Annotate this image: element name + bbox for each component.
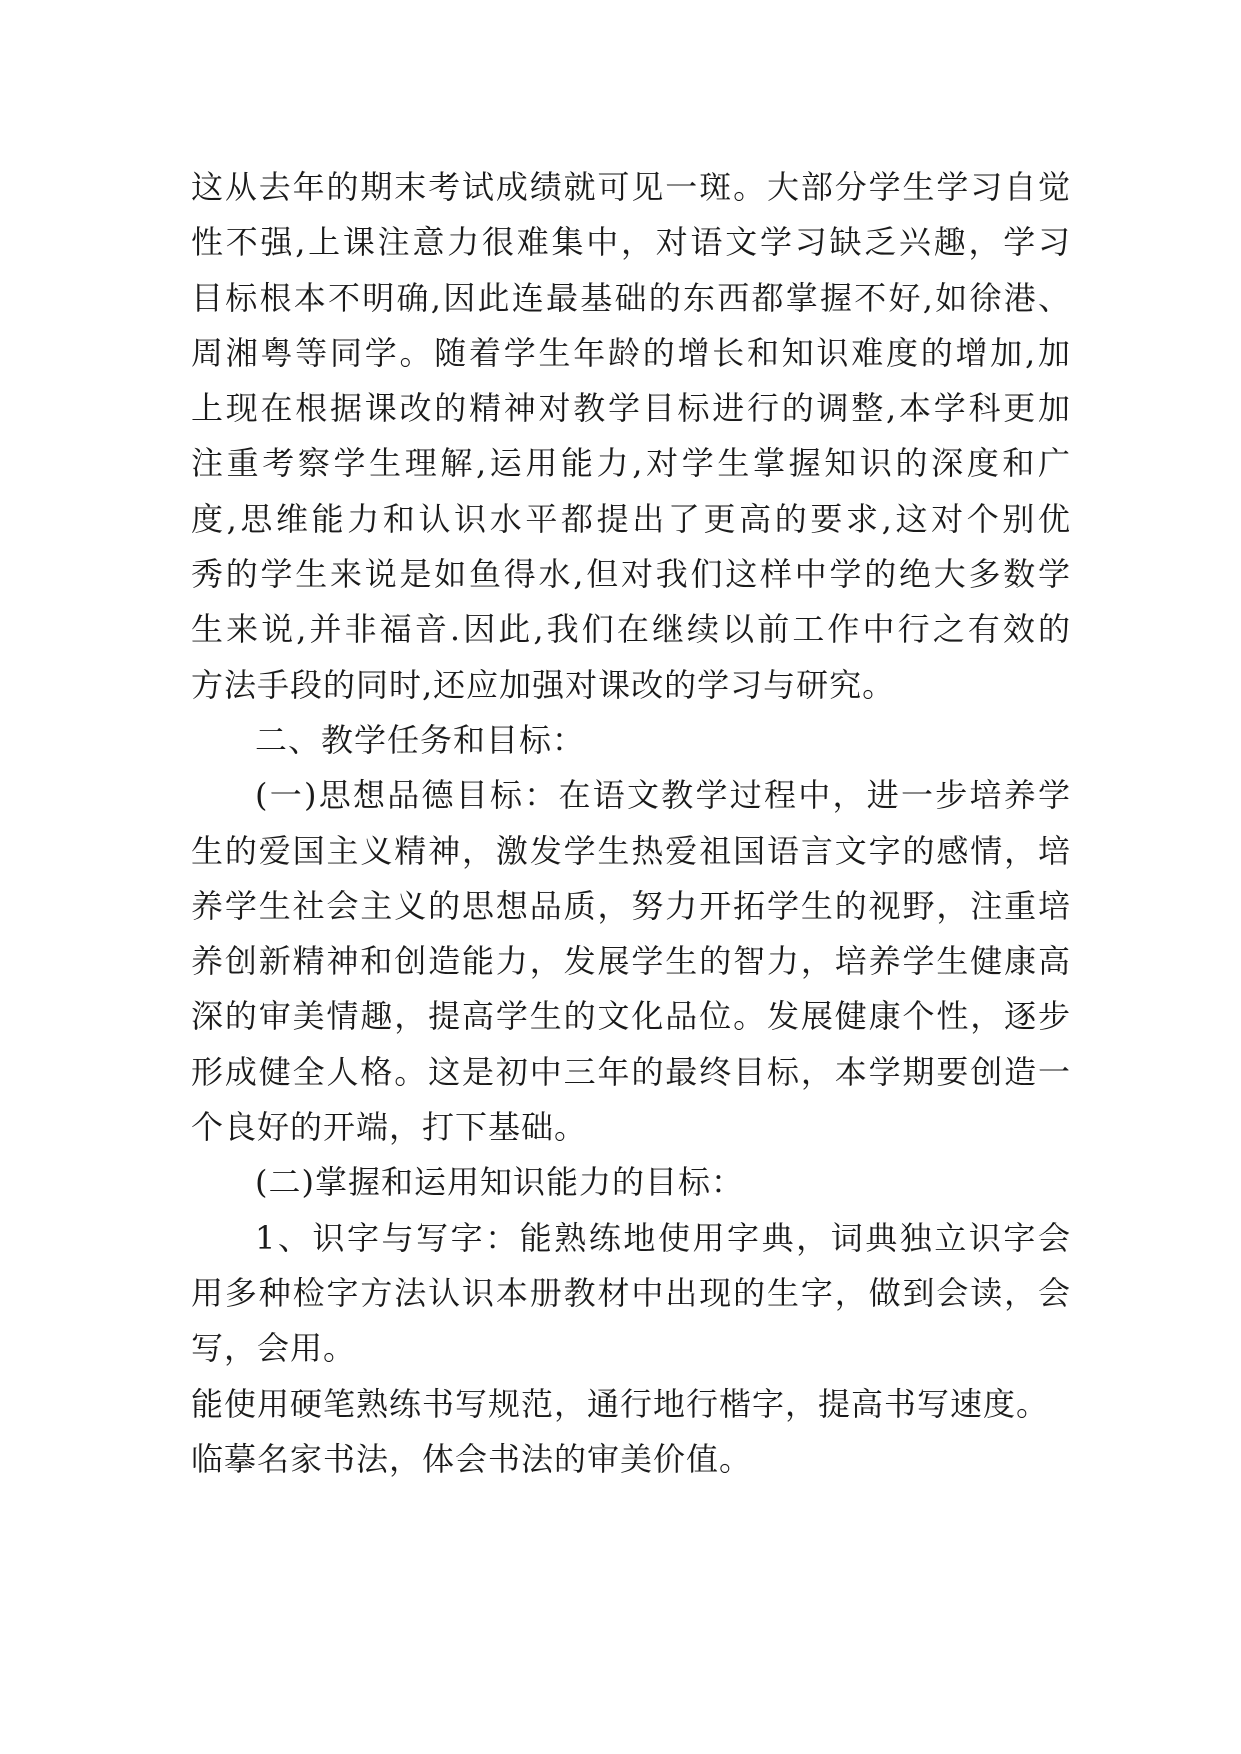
paragraph-line: 上现在根据课改的精神对教学目标进行的调整,本学科更加 <box>191 389 1071 428</box>
paragraph-line: 秀的学生来说是如鱼得水,但对我们这样中学的绝大多数学 <box>191 555 1071 594</box>
section-heading: 二、教学任务和目标： <box>255 720 586 759</box>
subsection-heading-line: (一)思想品德目标：在语文教学过程中，进一步培养学 <box>255 776 1071 815</box>
paragraph-line: 度,思维能力和认识水平都提出了更高的要求,这对个别优 <box>191 499 1071 538</box>
paragraph-line: 生来说,并非福音.因此,我们在继续以前工作中行之有效的 <box>191 610 1071 649</box>
paragraph-line: 深的审美情趣，提高学生的文化品位。发展健康个性，逐步 <box>191 997 1071 1036</box>
paragraph-line: 方法手段的同时,还应加强对课改的学习与研究。 <box>191 665 896 704</box>
paragraph-line: 形成健全人格。这是初中三年的最终目标，本学期要创造一 <box>191 1052 1071 1091</box>
paragraph-line: 注重考察学生理解,运用能力,对学生掌握知识的深度和广 <box>191 444 1071 483</box>
paragraph-line: 这从去年的期末考试成绩就可见一斑。大部分学生学习自觉 <box>191 168 1071 206</box>
paragraph-line: 临摹名家书法，体会书法的审美价值。 <box>191 1439 753 1478</box>
paragraph-line: 用多种检字方法认识本册教材中出现的生字，做到会读，会 <box>191 1273 1071 1312</box>
paragraph-line: 周湘粤等同学。随着学生年龄的增长和知识难度的增加,加 <box>191 333 1071 372</box>
paragraph-line: 目标根本不明确,因此连最基础的东西都掌握不好,如徐港、 <box>191 278 1071 317</box>
subsection-heading: (二)掌握和运用知识能力的目标： <box>255 1163 744 1202</box>
paragraph-line: 个良好的开端，打下基础。 <box>191 1108 588 1147</box>
paragraph-line: 能使用硬笔熟练书写规范，通行地行楷字，提高书写速度。 <box>191 1384 1050 1423</box>
paragraph-line: 性不强,上课注意力很难集中，对语文学习缺乏兴趣，学习 <box>191 223 1071 262</box>
list-item-line: 1、识字与写字：能熟练地使用字典，词典独立识字会 <box>255 1218 1071 1257</box>
paragraph-line: 养创新精神和创造能力，发展学生的智力，培养学生健康高 <box>191 942 1071 981</box>
document-body <box>191 160 1071 1487</box>
paragraph-line: 养学生社会主义的思想品质，努力开拓学生的视野，注重培 <box>191 886 1071 925</box>
paragraph-line: 写，会用。 <box>191 1329 357 1368</box>
paragraph-line: 生的爱国主义精神，激发学生热爱祖国语言文字的感情，培 <box>191 831 1071 870</box>
